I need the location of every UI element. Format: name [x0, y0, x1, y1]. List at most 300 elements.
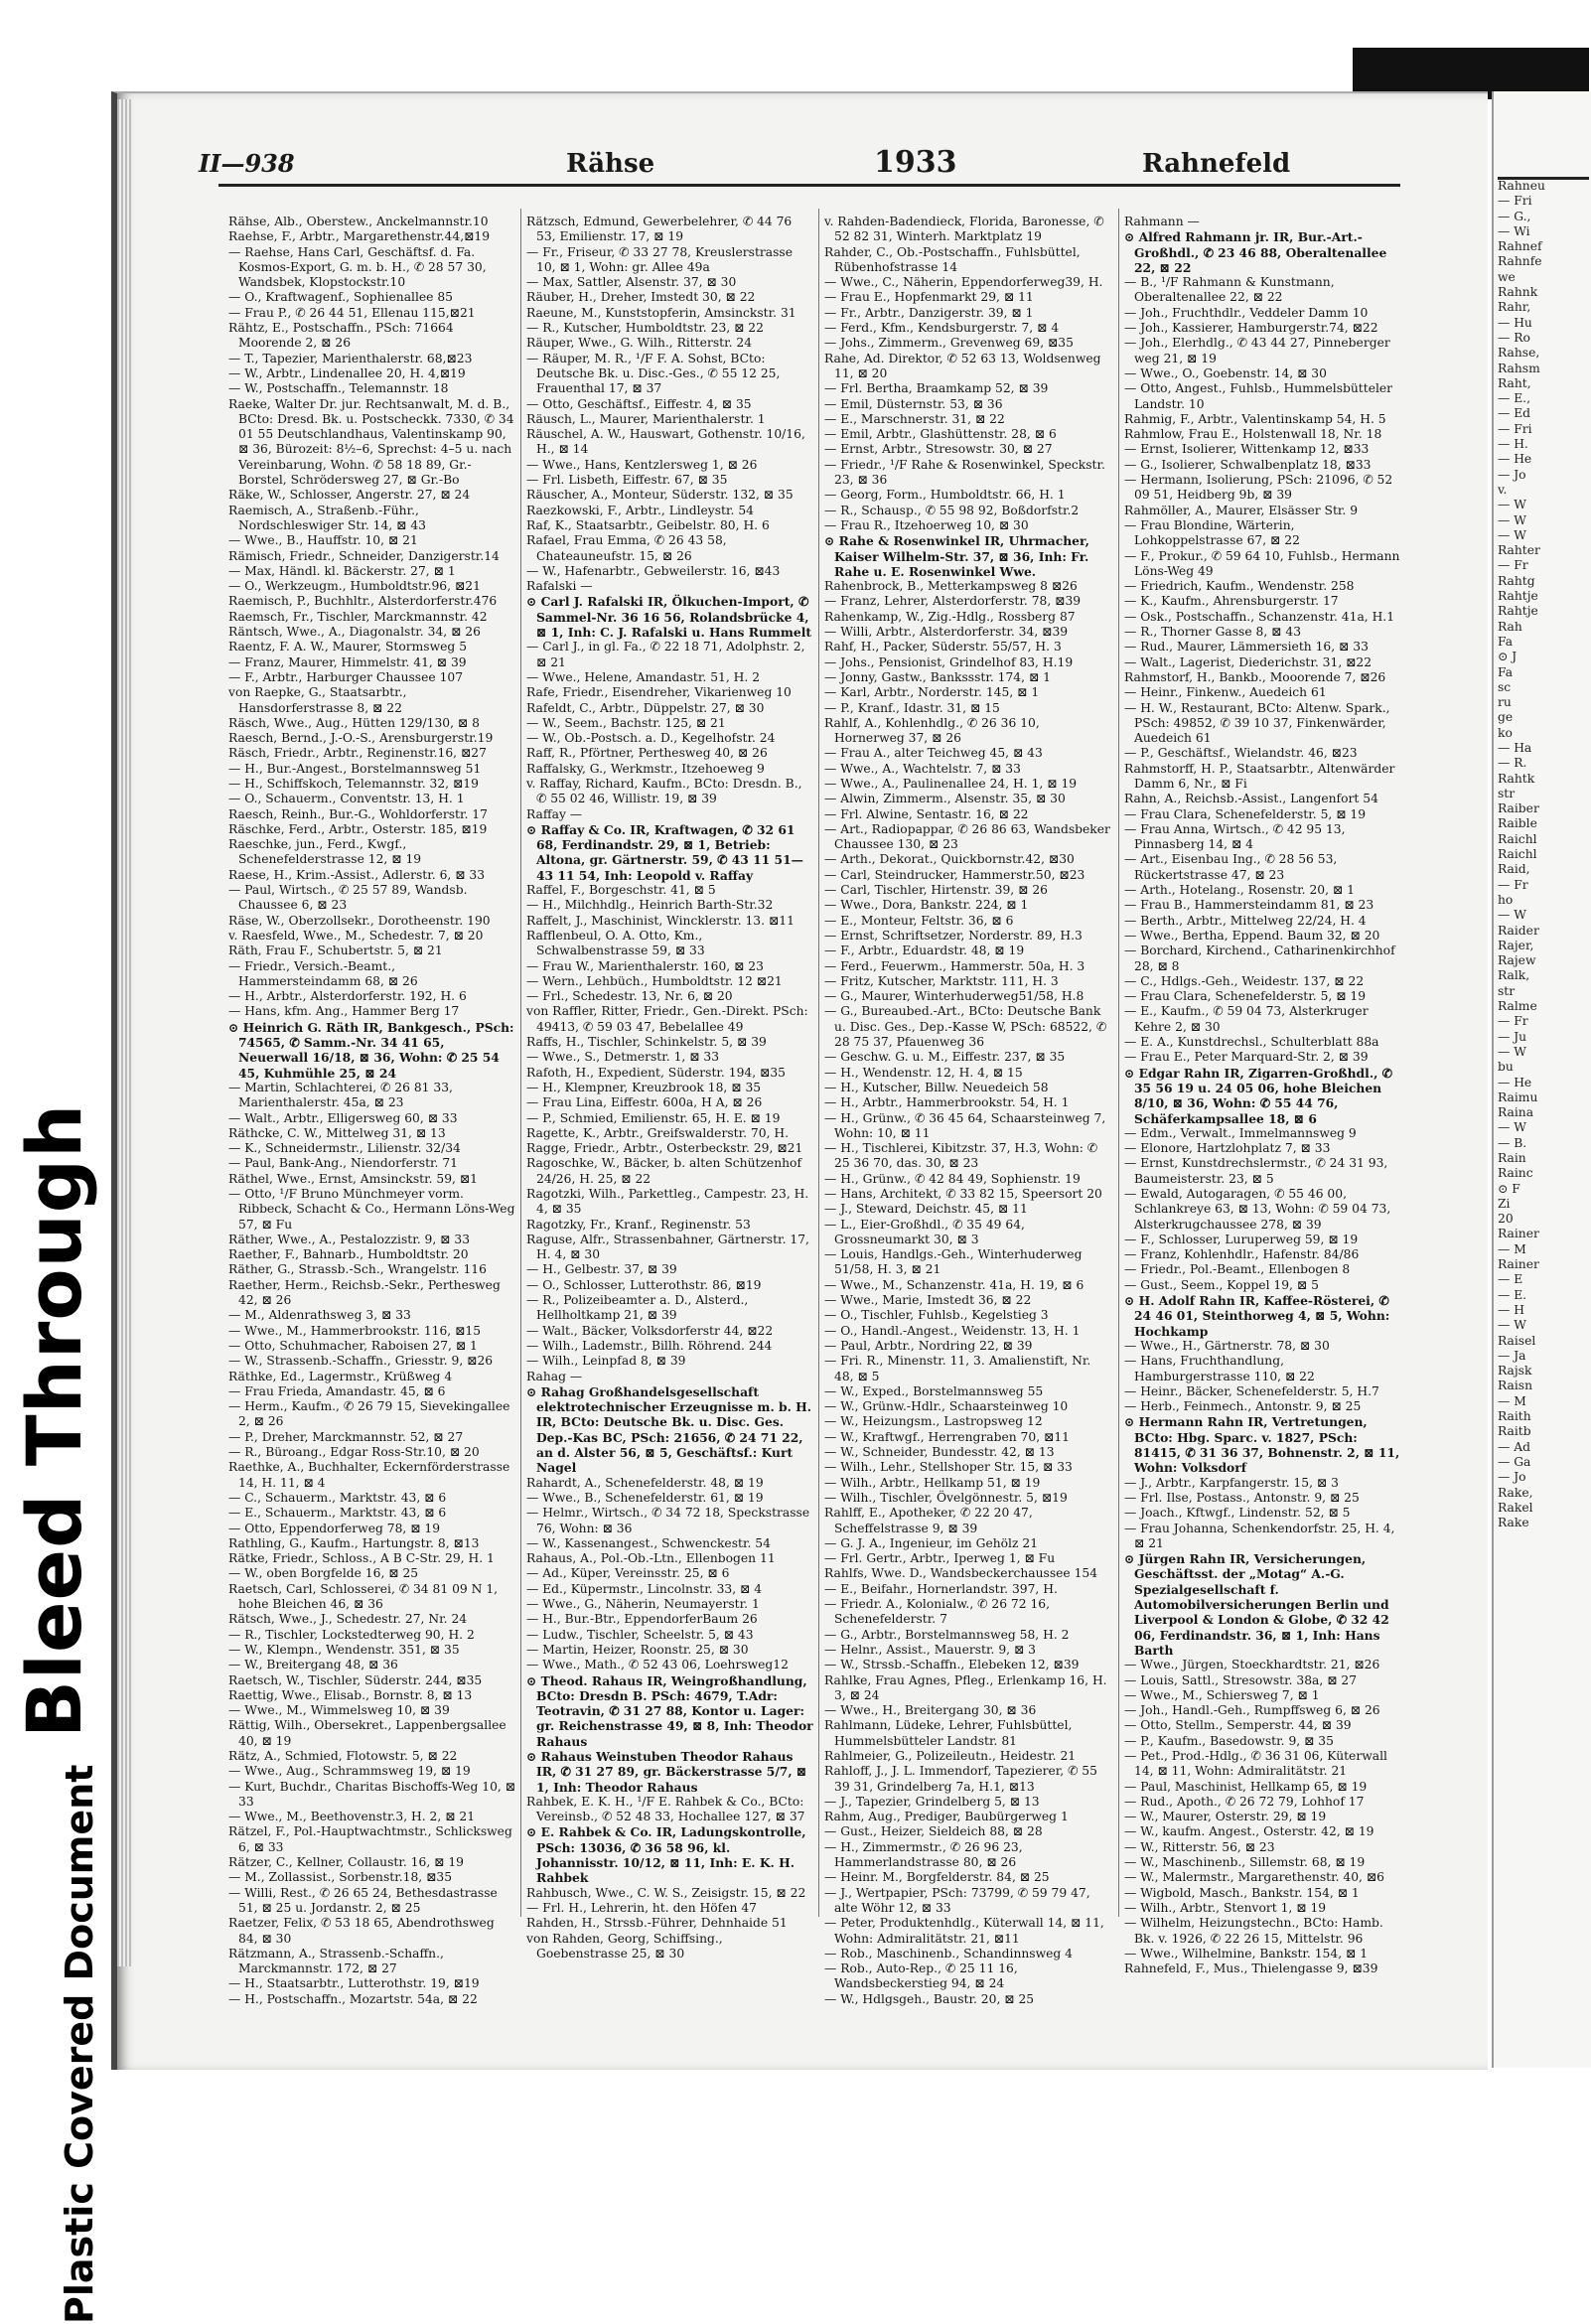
adjacent-entry-fragment: Rahnfe: [1498, 254, 1542, 269]
directory-entry: — W., Seem., Bachstr. 125, ⊠ 21: [526, 715, 726, 730]
directory-entry: Rätzsch, Edmund, Gewerbelehrer, ✆ 44 76 53, Emilienstr. 17, ⊠ 19: [526, 215, 793, 244]
directory-entry: — Wwe., H., Breitergang 30, ⊠ 36: [824, 1703, 1037, 1718]
directory-entry: — Heinr., Bäcker, Schenefelderstr. 5, H.7: [1124, 1383, 1379, 1398]
column-1: [228, 215, 516, 2006]
directory-entry: — Wwe., A., Wachtelstr. 7, ⊠ 33: [824, 761, 1021, 776]
adjacent-entry-fragment: Rahtg: [1498, 573, 1535, 588]
directory-entry: — R., Thorner Gasse 8, ⊠ 43: [1124, 625, 1302, 640]
directory-entry: Rahnefeld, F., Mus., Thielengasse 9, ⊠39: [1124, 1961, 1378, 1976]
adjacent-entry-fragment: Rahtje: [1498, 604, 1538, 619]
directory-entry: — Wwe., Jürgen, Stoeckhardtstr. 21, ⊠26: [1124, 1658, 1380, 1672]
directory-entry: — Emil, Arbtr., Glashüttenstr. 28, ⊠ 6: [824, 427, 1057, 442]
adjacent-entry-fragment: Raichl: [1498, 831, 1537, 846]
directory-entry: ⊙ Alfred Rahmann jr. IR, Bur.-Art.-Großhdl., ✆ 23 46 88, Oberaltenallee 22, ⊠ 22: [1124, 229, 1387, 275]
directory-entry: — Frau Clara, Schenefelderstr. 5, ⊠ 19: [1124, 989, 1367, 1004]
directory-entry: Ragoschke, W., Bäcker, b. alten Schützenhof 24/26, H. 25, ⊠ 22: [526, 1156, 801, 1186]
directory-entry: — Otto, ¹/F Bruno Münchmeyer vorm. Ribbeck, Schacht & Co., Hermann Löns-Weg 57, ⊠ Fu: [228, 1187, 515, 1232]
adjacent-entry-fragment: Fa: [1498, 664, 1514, 679]
directory-entry: Rätsch, Wwe., J., Schedestr. 27, Nr. 24: [228, 1612, 468, 1627]
directory-entry: — Art., Eisenbau Ing., ✆ 28 56 53, Rückertstrasse 47, ⊠ 23: [1124, 852, 1338, 882]
adjacent-entry-fragment: Raichl: [1498, 847, 1537, 862]
directory-entry: Rahbusch, Wwe., C. W. S., Zeisigstr. 15, ⊠ 22: [526, 1885, 806, 1900]
directory-entry: Rahmann —: [1124, 215, 1200, 228]
directory-entry: — Hans, kfm. Ang., Hammer Berg 17: [228, 1004, 460, 1019]
adjacent-entry-fragment: — W: [1498, 527, 1526, 542]
adjacent-entry-fragment: — He: [1498, 1075, 1532, 1089]
directory-entry: — R., Polizeibeamter a. D., Alsterd., Hellholtkamp 21, ⊠ 39: [526, 1293, 749, 1323]
directory-entry: von Raepke, G., Staatsarbtr., Hansdorferstrasse 8, ⊠ 22: [228, 685, 407, 715]
directory-entry: — Ernst, Isolierer, Wittenkamp 12, ⊠33: [1124, 442, 1370, 457]
adjacent-entry-fragment: Rake: [1498, 1516, 1529, 1530]
directory-entry: — Frau Clara, Schenefelderstr. 5, ⊠ 19: [1124, 806, 1367, 821]
directory-entry: — Paul, Arbtr., Nordring 22, ⊠ 39: [824, 1338, 1033, 1353]
adjacent-entry-fragment: sc: [1498, 679, 1512, 694]
directory-entry: — Frau R., Itzehoerweg 10, ⊠ 30: [824, 517, 1029, 532]
directory-entry: — Franz, Kohlenhdlr., Hafenstr. 84/86: [1124, 1247, 1360, 1262]
directory-entry: von Raffler, Ritter, Friedr., Gen.-Direkt. PSch: 49413, ✆ 59 03 47, Bebelallee 49: [526, 1004, 808, 1034]
directory-entry: — Ferd., Feuerwm., Hammerstr. 50a, H. 3: [824, 958, 1085, 973]
adjacent-entry-fragment: Raiber: [1498, 801, 1539, 816]
adjacent-entry-fragment: str: [1498, 983, 1516, 998]
page-edge: [117, 99, 131, 1966]
adjacent-entry-fragment: ⊙ J: [1498, 650, 1518, 664]
directory-entry: Raezkowski, F., Arbtr., Lindleystr. 54: [526, 503, 754, 517]
adjacent-entry-fragment: — H: [1498, 1302, 1524, 1317]
directory-entry: Räntsch, Wwe., A., Diagonalstr. 34, ⊠ 26: [228, 625, 481, 640]
directory-entry: — Johs., Pensionist, Grindelhof 83, H.19: [824, 654, 1074, 669]
directory-entry: — Wern., Lehbüch., Humboldtstr. 12 ⊠21: [526, 973, 783, 988]
directory-entry: — H., Grünw., ✆ 36 45 64, Schaarsteinweg 7, Wohn: 10, ⊠ 11: [824, 1110, 1106, 1140]
directory-entry: — Heinr. M., Borgfelderstr. 84, ⊠ 25: [824, 1870, 1050, 1885]
directory-entry: Rähtz, E., Postschaffn., PSch: 71664 Moorende 2, ⊠ 26: [228, 321, 454, 351]
directory-entry: Rahf, H., Packer, Süderstr. 55/57, H. 3: [824, 640, 1062, 654]
directory-entry: — Edm., Verwalt., Immelmannsweg 9: [1124, 1125, 1357, 1140]
adjacent-entry-fragment: Rahsm: [1498, 361, 1540, 375]
directory-entry: — Wwe., M., Wimmelsweg 10, ⊠ 39: [228, 1703, 450, 1718]
directory-entry: — H., Schiffskoch, Telemannstr. 32, ⊠19: [228, 776, 479, 791]
adjacent-entry-fragment: — E: [1498, 1272, 1523, 1287]
adjacent-entry-fragment: Rain: [1498, 1151, 1526, 1165]
directory-entry: — W., Ritterstr. 56, ⊠ 23: [1124, 1839, 1275, 1854]
directory-entry: — Wwe., M., Schiersweg 7, ⊠ 1: [1124, 1687, 1320, 1702]
directory-entry: — Rud., Maurer, Lämmersieth 16, ⊠ 33: [1124, 640, 1369, 654]
directory-entry: — Wilh., Leinpfad 8, ⊠ 39: [526, 1354, 686, 1369]
directory-entry: — Frau Blondine, Wärterin, Lohkoppelstrasse 67, ⊠ 22: [1124, 517, 1300, 548]
directory-entry: — Wwe., Math., ✆ 52 43 06, Loehrsweg12: [526, 1658, 789, 1672]
directory-entry: Raguse, Alfr., Strassenbahner, Gärtnerstr. 17, H. 4, ⊠ 30: [526, 1232, 809, 1262]
directory-entry: — P., Kranf., Idastr. 31, ⊠ 15: [824, 700, 1000, 715]
directory-entry: Raetsch, W., Tischler, Süderstr. 244, ⊠35: [228, 1672, 483, 1687]
directory-entry: — Wwe., M., Hammerbrookstr. 116, ⊠15: [228, 1323, 482, 1338]
directory-entry: Rahlke, Frau Agnes, Pfleg., Erlenkamp 16, H. 3, ⊠ 24: [824, 1672, 1107, 1702]
directory-entry: — E., Kaufm., ✆ 59 04 73, Alsterkruger Kehre 2, ⊠ 30: [1124, 1004, 1369, 1034]
directory-entry: Rathling, G., Kaufm., Hartungstr. 8, ⊠13: [228, 1535, 480, 1550]
adjacent-entry-fragment: Raisn: [1498, 1379, 1533, 1393]
directory-entry: — Wwe., Helene, Amandastr. 51, H. 2: [526, 669, 761, 684]
directory-entry: — Fr., Friseur, ✆ 33 27 78, Kreuslerstrasse 10, ⊠ 1, Wohn: gr. Allee 49a: [526, 244, 793, 274]
directory-entry: — Martin, Schlachterei, ✆ 26 81 33, Marienthalerstr. 45a, ⊠ 23: [228, 1080, 453, 1110]
adjacent-entry-fragment: — Ed: [1498, 406, 1531, 421]
directory-entry: — Otto, Stellm., Semperstr. 44, ⊠ 39: [1124, 1718, 1352, 1733]
directory-entry: — Fr., Arbtr., Danzigerstr. 39, ⊠ 1: [824, 305, 1034, 320]
directory-entry: — G. J. A., Ingenieur, im Gehölz 21: [824, 1535, 1039, 1550]
directory-entry: Rahlf, A., Kohlenhdlg., ✆ 26 36 10, Hornerweg 37, ⊠ 26: [824, 715, 1040, 746]
directory-entry: — Wwe., Hans, Kentzlersweg 1, ⊠ 26: [526, 457, 758, 472]
adjacent-entry-fragment: Ralme: [1498, 999, 1537, 1014]
directory-entry: — Wwe., S., Detmerstr. 1, ⊠ 33: [526, 1050, 720, 1065]
directory-entry: Räthke, Ed., Lagermstr., Krüßweg 4: [228, 1369, 453, 1383]
directory-entry: — Wwe., Bertha, Eppend. Baum 32, ⊠ 20: [1124, 928, 1380, 943]
directory-entry: — Berth., Arbtr., Mittelweg 22/24, H. 4: [1124, 913, 1367, 928]
adjacent-entry-fragment: Rainer: [1498, 1257, 1539, 1272]
adjacent-entry-fragment: we: [1498, 269, 1516, 284]
header-left-word: Rähse: [566, 149, 655, 179]
directory-entry: — W., Kraftwgf., Herrengraben 70, ⊠11: [824, 1429, 1070, 1444]
directory-entry: — Wwe., O., Goebenstr. 14, ⊠ 30: [1124, 365, 1327, 380]
column-divider: [520, 209, 521, 1917]
directory-entry: ⊙ H. Adolf Rahn IR, Kaffee-Rösterei, ✆ 24 46 01, Steinthorweg 4, ⊠ 5, Wohn: Hochkamp: [1124, 1293, 1390, 1339]
directory-entry: — Paul, Bank-Ang., Niendorferstr. 71: [228, 1156, 458, 1171]
directory-entry: — Carl, Tischler, Hirtenstr. 39, ⊠ 26: [824, 883, 1048, 898]
directory-entry: — Frau E., Peter Marquard-Str. 2, ⊠ 39: [1124, 1050, 1369, 1065]
directory-entry: — Wilh., Lehr., Stellshoper Str. 15, ⊠ 33: [824, 1460, 1073, 1475]
adjacent-entry-fragment: — Ro: [1498, 330, 1530, 345]
adjacent-entry-fragment: — Ad: [1498, 1439, 1530, 1454]
adjacent-entry-fragment: Rainc: [1498, 1166, 1533, 1181]
directory-entry: — Martin, Heizer, Roonstr. 25, ⊠ 30: [526, 1642, 749, 1657]
directory-entry: — Ad., Küper, Vereinsstr. 25, ⊠ 6: [526, 1566, 730, 1581]
directory-entry: Rafe, Friedr., Eisendreher, Vikarienweg 10: [526, 685, 792, 700]
directory-entry: ⊙ E. Rahbek & Co. IR, Ladungskontrolle, PSch: 13036, ✆ 36 58 96, kl. Johannisstr. 10/12, ⊠ 11, Inh: E. K. H. Rahbek: [526, 1824, 806, 1886]
directory-entry: — H., Zimmermstr., ✆ 26 96 23, Hammerlandstrasse 80, ⊠ 26: [824, 1839, 1023, 1870]
directory-entry: Ragge, Friedr., Arbtr., Osterbeckstr. 29, ⊠21: [526, 1141, 803, 1156]
directory-entry: Raetsch, Carl, Schlosserei, ✆ 34 81 09 N 1, hohe Bleichen 46, ⊠ 36: [228, 1581, 499, 1612]
directory-entry: — Joh., Kassierer, Hamburgerstr.74, ⊠22: [1124, 321, 1378, 336]
plastic-covered-label: Plastic Covered Document: [58, 1764, 101, 2324]
directory-entry: — P., Dreher, Marckmannstr. 52, ⊠ 27: [228, 1429, 464, 1444]
directory-entry: ⊙ Rahag Großhandelsgesellschaft elektrotechnischer Erzeugnisse m. b. H. IR, BCto: Deutsche Bk. u. Disc. Ges. Dep.-Kas BC, PSch: 21656, ✆ 24 71 22, an d. Alster 56, ⊠ 5, Geschäftsf.: Kurt Nagel: [526, 1383, 812, 1476]
directory-entry: — Frau Frieda, Amandastr. 45, ⊠ 6: [228, 1383, 446, 1398]
adjacent-entry-fragment: — R.: [1498, 756, 1527, 771]
directory-entry: — J., Wertpapier, PSch: 73799, ✆ 59 79 47, alte Wöhr 12, ⊠ 33: [824, 1885, 1090, 1915]
directory-entry: — C., Hdlgs.-Geh., Weidestr. 137, ⊠ 22: [1124, 973, 1365, 988]
adjacent-entry-fragment: Raitb: [1498, 1424, 1531, 1439]
directory-entry: — O., Kraftwagenf., Sophienallee 85: [228, 290, 454, 305]
directory-entry: — H., Tischlerei, Kibitzstr. 37, H.3, Wohn: ✆ 25 36 70, das. 30, ⊠ 23: [824, 1141, 1098, 1171]
directory-entry: — Georg, Form., Humboldtstr. 66, H. 1: [824, 488, 1066, 503]
directory-entry: — Kurt, Buchdr., Charitas Bischoffs-Weg 10, ⊠ 33: [228, 1779, 516, 1809]
directory-entry: — Carl J., in gl. Fa., ✆ 22 18 71, Adolphstr. 2, ⊠ 21: [526, 640, 805, 669]
directory-entry: — Otto, Schuhmacher, Raboisen 27, ⊠ 1: [228, 1338, 478, 1353]
directory-entry: von Rahden, Georg, Schiffsing., Goebenstrasse 25, ⊠ 30: [526, 1931, 723, 1961]
directory-entry: Räther, Wwe., A., Pestalozzistr. 9, ⊠ 33: [228, 1232, 471, 1246]
directory-entry: — Hans, Fruchthandlung, Hamburgerstrasse 110, ⊠ 22: [1124, 1354, 1315, 1383]
adjacent-entry-fragment: — Fri: [1498, 421, 1532, 436]
directory-entry: — R., Schausp., ✆ 55 98 92, Boßdorfstr.2: [824, 503, 1080, 517]
directory-entry: Raemisch, A., Straßenb.-Führ., Nordschleswiger Str. 14, ⊠ 43: [228, 503, 426, 532]
directory-entry: Rahmstorff, H. P., Staatsarbtr., Altenwärder Damm 6, Nr., ⊠ Fi: [1124, 761, 1395, 791]
directory-entry: — J., Arbtr., Karpfangerstr. 15, ⊠ 3: [1124, 1475, 1339, 1490]
directory-entry: Raeschke, jun., Ferd., Kwgf., Schenefelderstrasse 12, ⊠ 19: [228, 837, 422, 867]
adjacent-entry-fragment: v.: [1498, 482, 1508, 497]
directory-entry: Räthel, Wwe., Ernst, Amsinckstr. 59, ⊠1: [228, 1171, 479, 1186]
directory-entry: — W., Klempn., Wendenstr. 351, ⊠ 35: [228, 1642, 460, 1657]
directory-entry: — Frau A., alter Teichweg 45, ⊠ 43: [824, 746, 1043, 761]
directory-entry: — Frau B., Hammersteindamm 81, ⊠ 23: [1124, 898, 1374, 913]
directory-entry: Rahden, H., Strssb.-Führer, Dehnhaide 51: [526, 1916, 788, 1931]
adjacent-entry-fragment: — W: [1498, 512, 1526, 527]
directory-entry: Rätke, Friedr., Schloss., A B C-Str. 29, H. 1: [228, 1551, 495, 1566]
directory-entry: ⊙ Edgar Rahn IR, Zigarren-Großhdl., ✆ 35 56 19 u. 24 05 06, hohe Bleichen 8/10, ⊠ 36, Wohn: ✆ 55 44 76, Schäferkampsallee 18, ⊠ 6: [1124, 1065, 1392, 1126]
directory-entry: — Walt., Lagerist, Diederichstr. 31, ⊠22: [1124, 654, 1373, 669]
directory-entry: — H., Grünw., ✆ 42 84 49, Sophienstr. 19: [824, 1171, 1081, 1186]
directory-entry: — Rob., Maschinenb., Schandinnsweg 4: [824, 1946, 1073, 1961]
directory-entry: — Wwe., G., Näherin, Neumayerstr. 1: [526, 1597, 760, 1612]
directory-entry: Rahmstorf, H., Bankb., Mooorende 7, ⊠26: [1124, 669, 1386, 684]
directory-entry: — Frl., Schedestr. 13, Nr. 6, ⊠ 20: [526, 989, 733, 1004]
directory-entry: — H., Staatsarbtr., Lutterothstr. 19, ⊠19: [228, 1976, 480, 1991]
directory-entry: — Wilh., Arbtr., Stenvort 1, ⊠ 19: [1124, 1900, 1327, 1915]
adjacent-entry-fragment: ko: [1498, 725, 1513, 740]
directory-entry: — Helnr., Assist., Mauerstr. 9, ⊠ 3: [824, 1642, 1036, 1657]
directory-entry: Räusch, L., Maurer, Marienthalerstr. 1: [526, 411, 766, 426]
directory-entry: Raether, Herm., Reichsb.-Sekr., Perthesweg 42, ⊠ 26: [228, 1277, 501, 1308]
directory-entry: — P., Kaufm., Basedowstr. 9, ⊠ 35: [1124, 1733, 1334, 1748]
directory-entry: — Jonny, Gastw., Bankssstr. 174, ⊠ 1: [824, 669, 1051, 684]
directory-entry: ⊙ Jürgen Rahn IR, Versicherungen, Geschäftsst. der „Motag“ A.-G. Spezialgesellschaft f. Automobilversicherungen Berlin und Liverpool & London & Globe, ✆ 32 42 06, Ferdinandstr. 36, ⊠ 1, Inh: Hans Barth: [1124, 1551, 1389, 1658]
directory-entry: — Hans, Architekt, ✆ 33 82 15, Speersort 20: [824, 1187, 1102, 1201]
directory-entry: Rahder, C., Ob.-Postschaffn., Fuhlsbüttel, Rübenhofstrasse 14: [824, 244, 1081, 274]
directory-entry: Rahlmeier, G., Polizeileutn., Heidestr. 21: [824, 1748, 1077, 1763]
directory-entry: Räschke, Ferd., Arbtr., Osterstr. 185, ⊠19: [228, 821, 488, 836]
adjacent-entry-fragment: — E.,: [1498, 391, 1530, 406]
adjacent-entry-fragment: — Fr: [1498, 558, 1528, 573]
directory-entry: Raffay —: [526, 806, 583, 821]
directory-entry: — Frau Lina, Eiffestr. 600a, H A, ⊠ 26: [526, 1095, 763, 1110]
directory-entry: — Frau P., ✆ 26 44 51, Ellenau 115,⊠21: [228, 305, 476, 320]
directory-entry: — Wwe., Marie, Imstedt 36, ⊠ 22: [824, 1293, 1032, 1308]
directory-entry: — Frl. Lisbeth, Eiffestr. 67, ⊠ 35: [526, 473, 728, 488]
adjacent-entry-fragment: ho: [1498, 892, 1514, 907]
directory-entry: — Fri. R., Minenstr. 11, 3. Amalienstift, Nr. 48, ⊠ 5: [824, 1354, 1091, 1383]
adjacent-entry-fragment: Raible: [1498, 816, 1537, 831]
adjacent-entry-fragment: ru: [1498, 695, 1512, 710]
directory-entry: — F., Prokur., ✆ 59 64 10, Fuhlsb., Hermann Löns-Weg 49: [1124, 548, 1400, 578]
adjacent-entry-fragment: Rahter: [1498, 543, 1540, 558]
directory-entry: v. Raesfeld, Wwe., M., Schedestr. 7, ⊠ 20: [228, 928, 484, 943]
directory-entry: — Wilh., Arbtr., Hellkamp 51, ⊠ 19: [824, 1475, 1041, 1490]
directory-entry: — Ed., Küpermstr., Lincolnstr. 33, ⊠ 4: [526, 1581, 763, 1596]
directory-entry: — Carl, Steindrucker, Hammerstr.50, ⊠23: [824, 867, 1085, 882]
directory-entry: Rahlff, E., Apotheker, ✆ 22 20 47, Scheffelstrasse 9, ⊠ 39: [824, 1506, 1033, 1535]
adjacent-entry-fragment: Rake,: [1498, 1485, 1533, 1500]
directory-entry: — M., Aldenrathsweg 3, ⊠ 33: [228, 1308, 411, 1323]
directory-entry: — Gust., Seem., Koppel 19, ⊠ 5: [1124, 1277, 1319, 1292]
directory-entry: Rahn, A., Reichsb.-Assist., Langenfort 54: [1124, 792, 1378, 806]
directory-entry: — P., Geschäftsf., Wielandstr. 46, ⊠23: [1124, 746, 1358, 761]
adjacent-entry-fragment: — B.: [1498, 1135, 1527, 1150]
directory-entry: — Arth., Dekorat., Quickbornstr.42, ⊠30: [824, 852, 1075, 867]
directory-entry: — Paul, Wirtsch., ✆ 25 57 89, Wandsb. Chaussee 6, ⊠ 23: [228, 883, 468, 913]
directory-entry: — Ludw., Tischler, Scheelstr. 5, ⊠ 43: [526, 1627, 754, 1642]
directory-entry: Rafoth, H., Expedient, Süderstr. 194, ⊠35: [526, 1065, 786, 1080]
directory-entry: — Wwe., B., Schenefelderstr. 61, ⊠ 19: [526, 1490, 764, 1505]
directory-entry: — Geschw. G. u. M., Eiffestr. 237, ⊠ 35: [824, 1050, 1066, 1065]
directory-entry: — Walt., Bäcker, Volksdorferstr 44, ⊠22: [526, 1323, 774, 1338]
directory-entry: Rahenbrock, B., Metterkampsweg 8 ⊠26: [824, 579, 1078, 594]
column-divider: [818, 209, 819, 1917]
directory-entry: — W., Kassenangest., Schwenckestr. 54: [526, 1535, 771, 1550]
adjacent-entry-fragment: Rakel: [1498, 1500, 1533, 1515]
adjacent-page-column: [1498, 179, 1589, 1927]
directory-entry: — Walt., Arbtr., Elligersweg 60, ⊠ 33: [228, 1110, 458, 1125]
directory-entry: — Frl. H., Lehrerin, ht. den Höfen 47: [526, 1900, 757, 1915]
directory-entry: — Wwe., Dora, Bankstr. 224, ⊠ 1: [824, 898, 1029, 913]
directory-entry: Rahlmann, Lüdeke, Lehrer, Fuhlsbüttel, Hummelsbütteler Landstr. 81: [824, 1718, 1073, 1748]
directory-entry: — W., Ob.-Postsch. a. D., Kegelhofstr. 24: [526, 731, 776, 746]
directory-entry: — H., Kutscher, Billw. Neuedeich 58: [824, 1080, 1049, 1094]
directory-entry: — Louis, Sattl., Stresowstr. 38a, ⊠ 27: [1124, 1672, 1358, 1687]
directory-entry: Räsch, Friedr., Arbtr., Reginenstr.16, ⊠27: [228, 746, 487, 761]
directory-entry: — Friedr., ¹/F Rahe & Rosenwinkel, Speckstr. 23, ⊠ 36: [824, 457, 1105, 488]
directory-entry: Raffs, H., Tischler, Schinkelstr. 5, ⊠ 39: [526, 1035, 767, 1050]
directory-entry: — Otto, Angest., Fuhlsb., Hummelsbütteler Landstr. 10: [1124, 381, 1393, 411]
directory-entry: — O., Schlosser, Lutterothstr. 86, ⊠19: [526, 1277, 762, 1292]
adjacent-entry-fragment: — E.: [1498, 1287, 1527, 1302]
adjacent-entry-fragment: Raith: [1498, 1409, 1531, 1424]
directory-entry: — Karl, Arbtr., Norderstr. 145, ⊠ 1: [824, 685, 1040, 700]
adjacent-entry-fragment: — Fr: [1498, 877, 1528, 892]
directory-entry: Räse, W., Oberzollsekr., Dorotheenstr. 190: [228, 913, 491, 928]
directory-entry: — H., Arbtr., Hammerbrookstr. 54, H. 1: [824, 1095, 1070, 1110]
directory-entry: — Peter, Produktenhdlg., Küterwall 14, ⊠ 11, Wohn: Admiralitätstr. 21, ⊠11: [824, 1916, 1104, 1946]
directory-entry: — W., Arbtr., Lindenallee 20, H. 4,⊠19: [228, 365, 466, 380]
bleed-through-label: Bleed Through: [10, 1102, 98, 1738]
directory-entry: Ragette, K., Arbtr., Greifswalderstr. 70, H.: [526, 1125, 790, 1140]
header-right-word: Rahnefeld: [1142, 149, 1291, 179]
directory-entry: Raffalsky, G., Werkmstr., Itzehoeweg 9: [526, 761, 765, 776]
directory-entry: Raemisch, P., Buchhltr., Alsterdorferstr.476: [228, 594, 498, 609]
directory-entry: — R., Tischler, Lockstedterweg 90, H. 2: [228, 1627, 475, 1642]
directory-entry: — Osk., Postschaffn., Schanzenstr. 41a, H.1: [1124, 609, 1395, 624]
directory-entry: — Rud., Apoth., ✆ 26 72 79, Lohhof 17: [1124, 1794, 1365, 1809]
directory-entry: Rähse, Alb., Oberstew., Anckelmannstr.10: [228, 215, 489, 228]
directory-entry: — Wwe., B., Hauffstr. 10, ⊠ 21: [228, 533, 418, 548]
directory-entry: — Wilh., Lademstr., Billh. Röhrend. 244: [526, 1338, 773, 1353]
column-divider: [1118, 209, 1119, 1917]
directory-entry: — Helmr., Wirtsch., ✆ 34 72 18, Speckstrasse 76, Wohn: ⊠ 36: [526, 1506, 810, 1535]
directory-entry: — Gust., Heizer, Sieldeich 88, ⊠ 28: [824, 1824, 1043, 1839]
header-year: 1933: [874, 145, 957, 180]
adjacent-entry-fragment: 20: [1498, 1212, 1514, 1227]
directory-entry: — F., Schlosser, Luruperweg 59, ⊠ 19: [1124, 1232, 1359, 1246]
directory-entry: Rahmöller, A., Maurer, Elsässer Str. 9: [1124, 503, 1359, 517]
directory-entry: — R., Büroang., Edgar Ross-Str.10, ⊠ 20: [228, 1445, 480, 1460]
directory-entry: Raffelt, J., Maschinist, Wincklerstr. 13. ⊠11: [526, 913, 795, 928]
directory-entry: — Ewald, Autogaragen, ✆ 55 46 00, Schlankreye 63, ⊠ 13, Wohn: ✆ 59 04 73, Alsterkrugchaussee 278, ⊠ 39: [1124, 1187, 1391, 1232]
adjacent-entry-fragment: — W: [1498, 498, 1526, 512]
directory-entry: Rämisch, Friedr., Schneider, Danzigerstr.14: [228, 548, 500, 563]
directory-entry: — Wwe., M., Schanzenstr. 41a, H. 19, ⊠ 6: [824, 1277, 1085, 1292]
directory-entry: — W., Strassenb.-Schaffn., Griesstr. 9, ⊠26: [228, 1354, 494, 1369]
directory-entry: — H., Bur.-Angest., Borstelmannsweg 51: [228, 761, 482, 776]
page-number: II—938: [199, 149, 295, 178]
directory-entry: — W., Hdlgsgeh., Baustr. 20, ⊠ 25: [824, 1991, 1035, 2006]
adjacent-entry-fragment: Raid,: [1498, 862, 1530, 877]
directory-entry: — Herb., Feinmech., Antonstr. 9, ⊠ 25: [1124, 1399, 1362, 1414]
adjacent-entry-fragment: Rahnk: [1498, 285, 1538, 300]
directory-entry: Rafael, Frau Emma, ✆ 26 43 58, Chateauneufstr. 15, ⊠ 26: [526, 533, 727, 563]
directory-entry: — G., Maurer, Winterhuderweg51/58, H.8: [824, 989, 1085, 1004]
directory-entry: — L., Eier-Großhdl., ✆ 35 49 64, Grossneumarkt 30, ⊠ 3: [824, 1217, 1025, 1246]
directory-entry: ⊙ Raffay & Co. IR, Kraftwagen, ✆ 32 61 68, Ferdinandstr. 29, ⊠ 1, Betrieb: Altona, gr. Gärtnerstr. 59, ✆ 43 11 51—43 11 54, Inh: Leopold v. Raffay: [526, 821, 803, 883]
directory-entry: Raentz, F. A. W., Maurer, Stormsweg 5: [228, 640, 468, 654]
adjacent-entry-fragment: Rahse,: [1498, 346, 1540, 361]
directory-entry: Rättig, Wilh., Obersekret., Lappenbergsallee 40, ⊠ 19: [228, 1718, 506, 1748]
directory-entry: — Art., Radiopappar, ✆ 26 86 63, Wandsbeker Chaussee 130, ⊠ 23: [824, 821, 1110, 852]
directory-entry: — Frau W., Marienthalerstr. 160, ⊠ 23: [526, 958, 764, 973]
adjacent-entry-fragment: Rahneu: [1498, 179, 1545, 193]
adjacent-entry-fragment: Rahtje: [1498, 589, 1538, 604]
directory-entry: Rätz, A., Schmied, Flotowstr. 5, ⊠ 22: [228, 1748, 458, 1763]
adjacent-entry-fragment: Rajsk: [1498, 1364, 1532, 1379]
directory-entry: — H., Klempner, Kreuzbrook 18, ⊠ 35: [526, 1080, 762, 1094]
directory-entry: Räth, Frau F., Schubertstr. 5, ⊠ 21: [228, 944, 443, 958]
directory-entry: Raetzer, Felix, ✆ 53 18 65, Abendrothsweg 84, ⊠ 30: [228, 1916, 495, 1946]
directory-entry: — W., Heizungsm., Lastropsweg 12: [824, 1414, 1043, 1429]
directory-entry: Räuper, Wwe., G. Wilh., Ritterstr. 24: [526, 336, 753, 351]
directory-entry: — W., Malermstr., Margarethenstr. 40, ⊠6: [1124, 1870, 1385, 1885]
directory-entry: Ragotzky, Fr., Kranf., Reginenstr. 53: [526, 1217, 751, 1232]
directory-entry: — Ernst, Arbtr., Stresowstr. 30, ⊠ 27: [824, 442, 1053, 457]
directory-entry: — W., Breitergang 48, ⊠ 36: [228, 1658, 398, 1672]
directory-entry: — W., Maurer, Osterstr. 29, ⊠ 19: [1124, 1810, 1327, 1824]
adjacent-entry-fragment: — G.,: [1498, 209, 1531, 223]
directory-entry: — B., ¹/F Rahmann & Kunstmann, Oberaltenallee 22, ⊠ 22: [1124, 275, 1335, 305]
directory-entry: — Frl. Alwine, Sentastr. 16, ⊠ 22: [824, 806, 1029, 821]
directory-entry: — Otto, Eppendorferweg 78, ⊠ 19: [228, 1521, 441, 1535]
directory-entry: Raeune, M., Kunststopferin, Amsinckstr. 31: [526, 305, 796, 320]
directory-entry: Räsch, Wwe., Aug., Hütten 129/130, ⊠ 8: [228, 715, 480, 730]
directory-entry: — K., Kaufm., Ahrensburgerstr. 17: [1124, 594, 1339, 609]
directory-entry: — Frau Anna, Wirtsch., ✆ 42 95 13, Pinnasberg 14, ⊠ 4: [1124, 821, 1346, 852]
directory-entry: — Wwe., Aug., Schrammsweg 19, ⊠ 19: [228, 1764, 471, 1779]
directory-entry: Rahmlow, Frau E., Holstenwall 18, Nr. 18: [1124, 427, 1382, 442]
directory-entry: — Wilhelm, Heizungstechn., BCto: Hamb. Bk. v. 1926, ✆ 22 26 15, Mittelstr. 96: [1124, 1916, 1383, 1946]
directory-entry: — Frl. Bertha, Braamkamp 52, ⊠ 39: [824, 381, 1049, 396]
directory-entry: — Herm., Kaufm., ✆ 26 79 15, Sievekingallee 2, ⊠ 26: [228, 1399, 510, 1429]
directory-entry: — E., Marschnerstr. 31, ⊠ 22: [824, 411, 1005, 426]
directory-entry: Raf, K., Staatsarbtr., Geibelstr. 80, H. 6: [526, 517, 770, 532]
directory-entry: — M., Zollassist., Sorbenstr.18, ⊠35: [228, 1870, 453, 1885]
directory-entry: — Friedrich, Kaufm., Wendenstr. 258: [1124, 579, 1355, 594]
adjacent-entry-fragment: — He: [1498, 452, 1532, 467]
adjacent-entry-fragment: — Fr: [1498, 1014, 1528, 1029]
directory-entry: — W., oben Borgfelde 16, ⊠ 25: [228, 1566, 419, 1581]
directory-entry: Rahaus, A., Pol.-Ob.-Ltn., Ellenbogen 11: [526, 1551, 776, 1566]
directory-entry: Rahe, Ad. Direktor, ✆ 52 63 13, Woldsenweg 11, ⊠ 20: [824, 351, 1101, 380]
directory-entry: — C., Schauerm., Marktstr. 43, ⊠ 6: [228, 1490, 447, 1505]
directory-entry: — H., Wendenstr. 12, H. 4, ⊠ 15: [824, 1065, 1023, 1080]
directory-entry: — Joh., Elerhdlg., ✆ 43 44 27, Pinneberger weg 21, ⊠ 19: [1124, 336, 1390, 365]
directory-entry: v. Raffay, Richard, Kaufm., BCto: Dresdn. B., ✆ 55 02 46, Willistr. 19, ⊠ 39: [526, 776, 802, 806]
adjacent-entry-fragment: Rah: [1498, 619, 1522, 634]
directory-entry: — Johs., Zimmerm., Grevenweg 69, ⊠35: [824, 336, 1074, 351]
directory-entry: — Ernst, Kunstdrechslermstr., ✆ 24 31 93, Baumeisterstr. 23, ⊠ 5: [1124, 1156, 1388, 1186]
adjacent-entry-fragment: Fa: [1498, 634, 1514, 649]
directory-entry: Räuschel, A. W., Hauswart, Gothenstr. 10/16, H., ⊠ 14: [526, 427, 805, 457]
directory-entry: Rahlfs, Wwe. D., Wandsbeckerchaussee 154: [824, 1566, 1098, 1581]
